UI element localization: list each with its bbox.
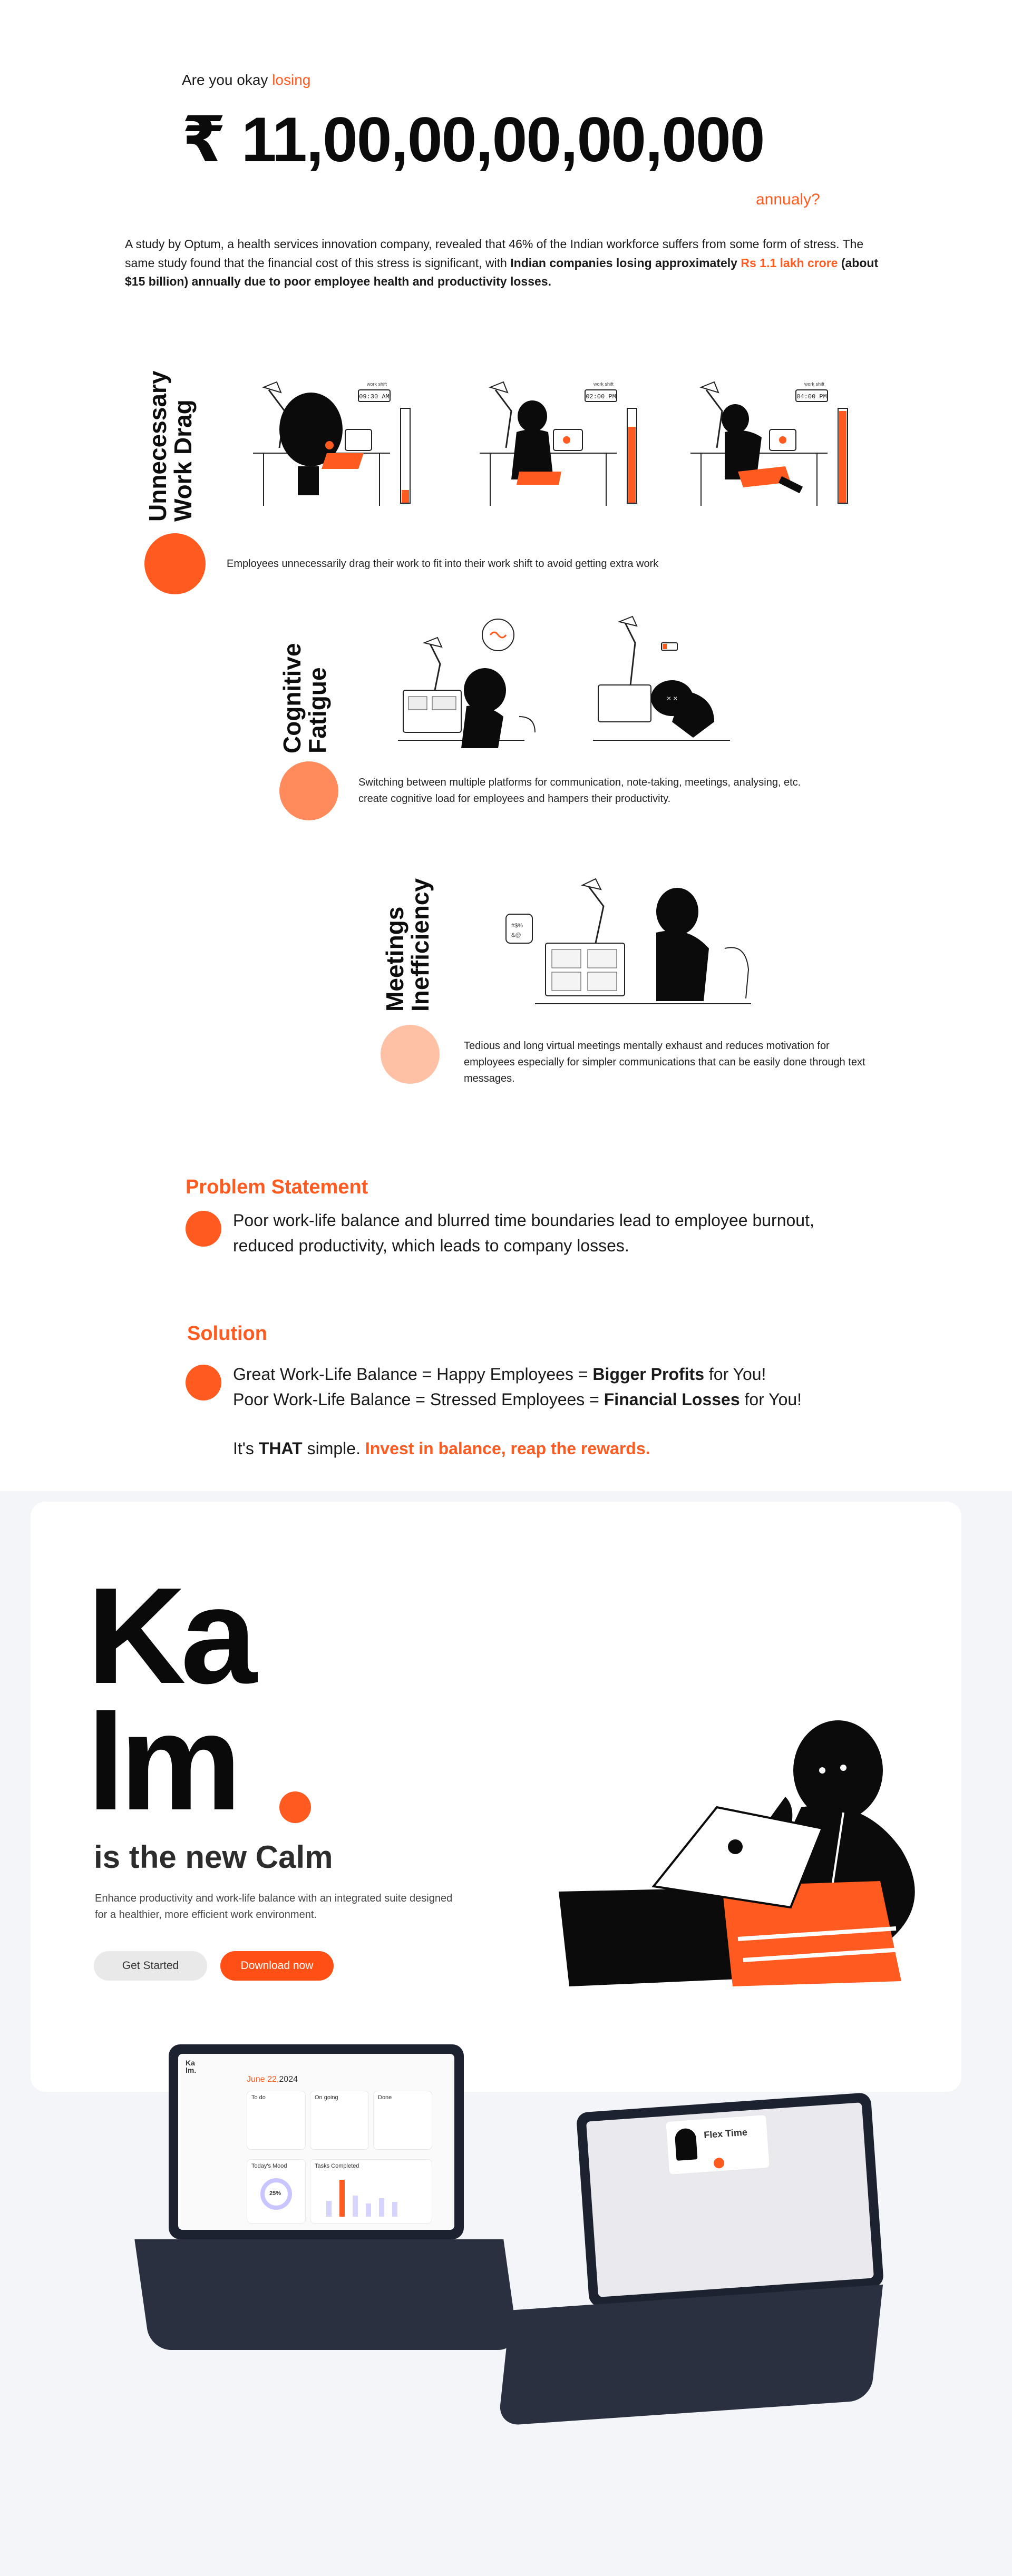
kalm-hero-illustration bbox=[548, 1718, 959, 2013]
app-logo: Ka lm. bbox=[186, 2059, 197, 2074]
kalm-logo-line-1: Ka bbox=[87, 1560, 252, 1712]
solution-line-1: Great Work-Life Balance = Happy Employees = Bigger Profits for You! bbox=[233, 1365, 766, 1384]
kalm-logo-dot bbox=[279, 1791, 311, 1823]
svg-text:#$%: #$% bbox=[511, 923, 523, 929]
solution-dot bbox=[186, 1365, 221, 1400]
get-started-button[interactable]: Get Started bbox=[94, 1951, 207, 1981]
work-drag-illustration-3 bbox=[685, 379, 859, 516]
work-drag-illustration-1 bbox=[248, 379, 422, 516]
clock-label-3: 04:00 PM bbox=[796, 393, 827, 400]
meetings-illustration bbox=[503, 869, 756, 1012]
section-title-cognitive-fatigue: Cognitive Fatigue bbox=[278, 643, 332, 753]
laptop-1-screen bbox=[169, 2044, 464, 2239]
kalm-tagline: is the new Calm bbox=[94, 1839, 333, 1875]
hero-kicker: Are you okay losing bbox=[182, 72, 311, 88]
kalm-logo-line-2: lm bbox=[87, 1686, 237, 1839]
hero-amount: ₹ 11,00,00,00,00,000 bbox=[182, 104, 764, 175]
hero-suffix: annualy? bbox=[756, 191, 820, 208]
problem-dot bbox=[186, 1211, 221, 1247]
flex-time-popup[interactable]: Flex Time bbox=[665, 2114, 770, 2175]
laptop-2-screen bbox=[576, 2092, 884, 2307]
clock-label-1: 09:30 AM bbox=[359, 393, 390, 400]
section-caption-work-drag: Employees unnecessarily drag their work to fit into their work shift to avoid getting extra work bbox=[227, 558, 659, 570]
app-date: June 22,2024 bbox=[247, 2075, 298, 2084]
laptop-1-keyboard bbox=[134, 2239, 519, 2350]
solution-closing: It's THAT simple. Invest in balance, reap the rewards. bbox=[233, 1439, 650, 1458]
cognitive-fatigue-illustration-2 bbox=[582, 611, 751, 748]
ongoing-column[interactable]: On going bbox=[310, 2091, 369, 2150]
clock-caption-2: work shift bbox=[593, 381, 614, 387]
clock-label-2: 02:00 PM bbox=[586, 393, 616, 400]
section-title-meetings-inefficiency: Meetings Inefficiency bbox=[381, 878, 434, 1012]
kalm-description: Enhance productivity and work-life balance with an integrated suite designed for a healthier, more efficient work environment. bbox=[95, 1893, 453, 1921]
svg-text:&@: &@ bbox=[511, 932, 521, 938]
mood-card: Today's Mood 25% bbox=[247, 2159, 306, 2224]
hero-kicker-accent: losing bbox=[272, 72, 311, 88]
work-drag-illustration-2 bbox=[474, 379, 648, 516]
solution-line-2: Poor Work-Life Balance = Stressed Employees = Financial Losses for You! bbox=[233, 1390, 802, 1409]
solution-text bbox=[233, 1362, 918, 1412]
mood-value: 25% bbox=[269, 2190, 281, 2197]
intro-paragraph: A study by Optum, a health services innovation company, revealed that 46% of the Indian workforce suffers from some form of stress. The same study found that the financial cost of this stress is significant, with Indian companies losing approximately Rs 1.1 lakh crore (about $15 billion) annually due to poor employee health and productivity losses. bbox=[125, 237, 879, 289]
intro-accent: Rs 1.1 lakh crore bbox=[741, 256, 838, 270]
solution-title: Solution bbox=[187, 1323, 267, 1345]
done-column[interactable]: Done bbox=[373, 2091, 432, 2150]
section-dot-work-drag bbox=[144, 533, 206, 594]
tasks-card: Tasks Completed bbox=[310, 2159, 432, 2224]
section-caption-meetings-inefficiency: Tedious and long virtual meetings mentally exhaust and reduces motivation for employees especially for simpler communications that can be easily done through text messages. bbox=[464, 1040, 865, 1084]
svg-text:× ×: × × bbox=[667, 694, 678, 702]
problem-text: Poor work-life balance and blurred time boundaries lead to employee burnout, reduced productivity, which leads to company losses. bbox=[233, 1211, 814, 1255]
section-caption-cognitive-fatigue: Switching between multiple platforms for communication, note-taking, meetings, analysing, etc. create cognitive load for employees and hampers their productivity. bbox=[358, 777, 801, 805]
section-dot-meetings-inefficiency bbox=[381, 1025, 440, 1084]
download-now-button[interactable]: Download now bbox=[220, 1951, 334, 1981]
clock-caption-3: work shift bbox=[804, 381, 825, 387]
laptop-2-app bbox=[586, 2102, 874, 2297]
problem-title: Problem Statement bbox=[186, 1176, 368, 1198]
section-dot-cognitive-fatigue bbox=[279, 761, 338, 820]
section-title-work-drag: Unnecessary Work Drag bbox=[144, 370, 197, 522]
cognitive-fatigue-illustration-1 bbox=[387, 611, 556, 748]
laptop-1-app bbox=[178, 2054, 454, 2230]
todo-column[interactable]: To do bbox=[247, 2091, 306, 2150]
clock-caption-1: work shift bbox=[366, 381, 387, 387]
